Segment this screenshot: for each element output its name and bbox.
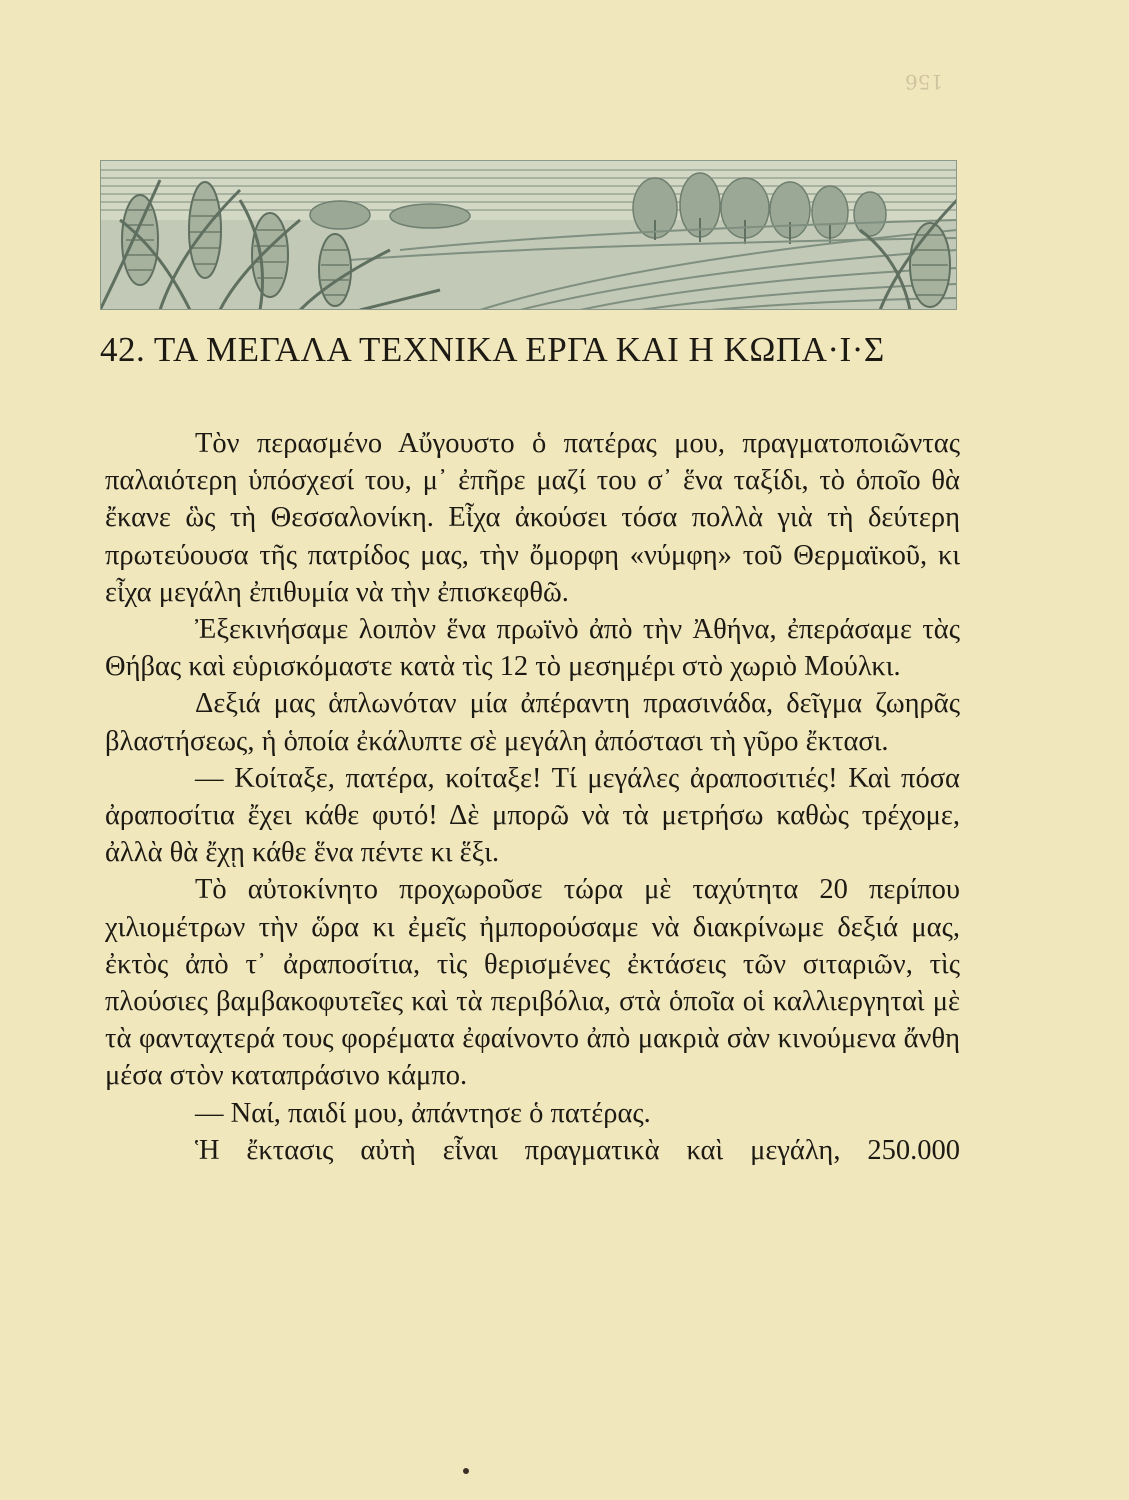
body-text <box>105 425 960 1169</box>
cornfield-illustration <box>100 160 957 310</box>
ink-dot <box>463 1468 469 1474</box>
page-number: 156 <box>905 70 944 94</box>
paragraph: — Κοίταξε, πατέρα, κοίταξε! Τί μεγάλες ἀραποσιτιές! Καὶ πόσα ἀραποσίτια ἔχει κάθε φυτό! Δὲ μπορῶ νὰ τὰ μετρήσω καθὼς τρέχομε, ἀλλὰ θὰ ἔχῃ κάθε ἕνα πέντε κι ἕξι. <box>105 762 960 869</box>
chapter-title: 42. ΤΑ ΜΕΓΑΛΑ ΤΕΧΝΙΚΑ ΕΡΓΑ ΚΑΙ Η ΚΩΠΑ·Ι·Σ <box>100 330 885 369</box>
paragraph: Τὸ αὐτοκίνητο προχωροῦσε τώρα μὲ ταχύτητα 20 περίπου χιλιομέτρων τὴν ὥρα κι ἐμεῖς ἠμπορούσαμε νὰ διακρίνωμε δεξιά μας, ἐκτὸς ἀπὸ τ᾽ ἀραποσίτια, τὶς θερισμένες ἐκτάσεις τῶν σιταριῶν, τὶς πλούσιες βαμβακοφυτεῖες καὶ τὰ περιβόλια, στὰ ὁποῖα οἱ καλλιεργηταὶ μὲ τὰ φανταχτερά τους φορέματα ἐφαίνοντο ἀπὸ μακριὰ σὰν κινούμενα ἄνθη μέσα στὸν καταπράσινο κάμπο. <box>105 874 960 1092</box>
paragraph: — Ναί, παιδί μου, ἀπάντησε ὁ πατέρας. <box>195 1097 651 1129</box>
paragraph: Τὸν περασμένο Αὔγουστο ὁ πατέρας μου, πραγματοποιῶντας παλαιότερη ὑπόσχεσί του, μ᾽ ἐπῆρε μαζί του σ᾽ ἕνα ταξίδι, τὸ ὁποῖο θὰ ἔκανε ὣς τὴ Θεσσαλονίκη. Εἶχα ἀκούσει τόσα πολλὰ γιὰ τὴ δεύτερη πρωτεύουσα τῆς πατρίδος μας, τὴν ὄμορφη «νύμφη» τοῦ Θερμαϊκοῦ, κι εἶχα μεγάλη ἐπιθυμία νὰ τὴν ἐπισκεφθῶ. <box>105 428 960 608</box>
paragraph: Δεξιά μας ἁπλωνόταν μία ἀπέραντη πρασινάδα, δεῖγμα ζωηρᾶς βλαστήσεως, ἡ ὁποία ἐκάλυπτε σὲ μεγάλη ἀπόστασι τὴ γῦρο ἔκτασι. <box>105 688 960 757</box>
paragraph: Ἐξεκινήσαμε λοιπὸν ἕνα πρωϊνὸ ἀπὸ τὴν Ἀθήνα, ἐπεράσαμε τὰς Θήβας καὶ εὑρισκόμαστε κατὰ τὶς 12 τὸ μεσημέρι στὸ χωριὸ Μούλκι. <box>105 614 960 683</box>
paragraph: Ἡ ἔκτασις αὐτὴ εἶναι πραγματικὰ καὶ μεγάλη, 250.000 <box>195 1134 960 1166</box>
